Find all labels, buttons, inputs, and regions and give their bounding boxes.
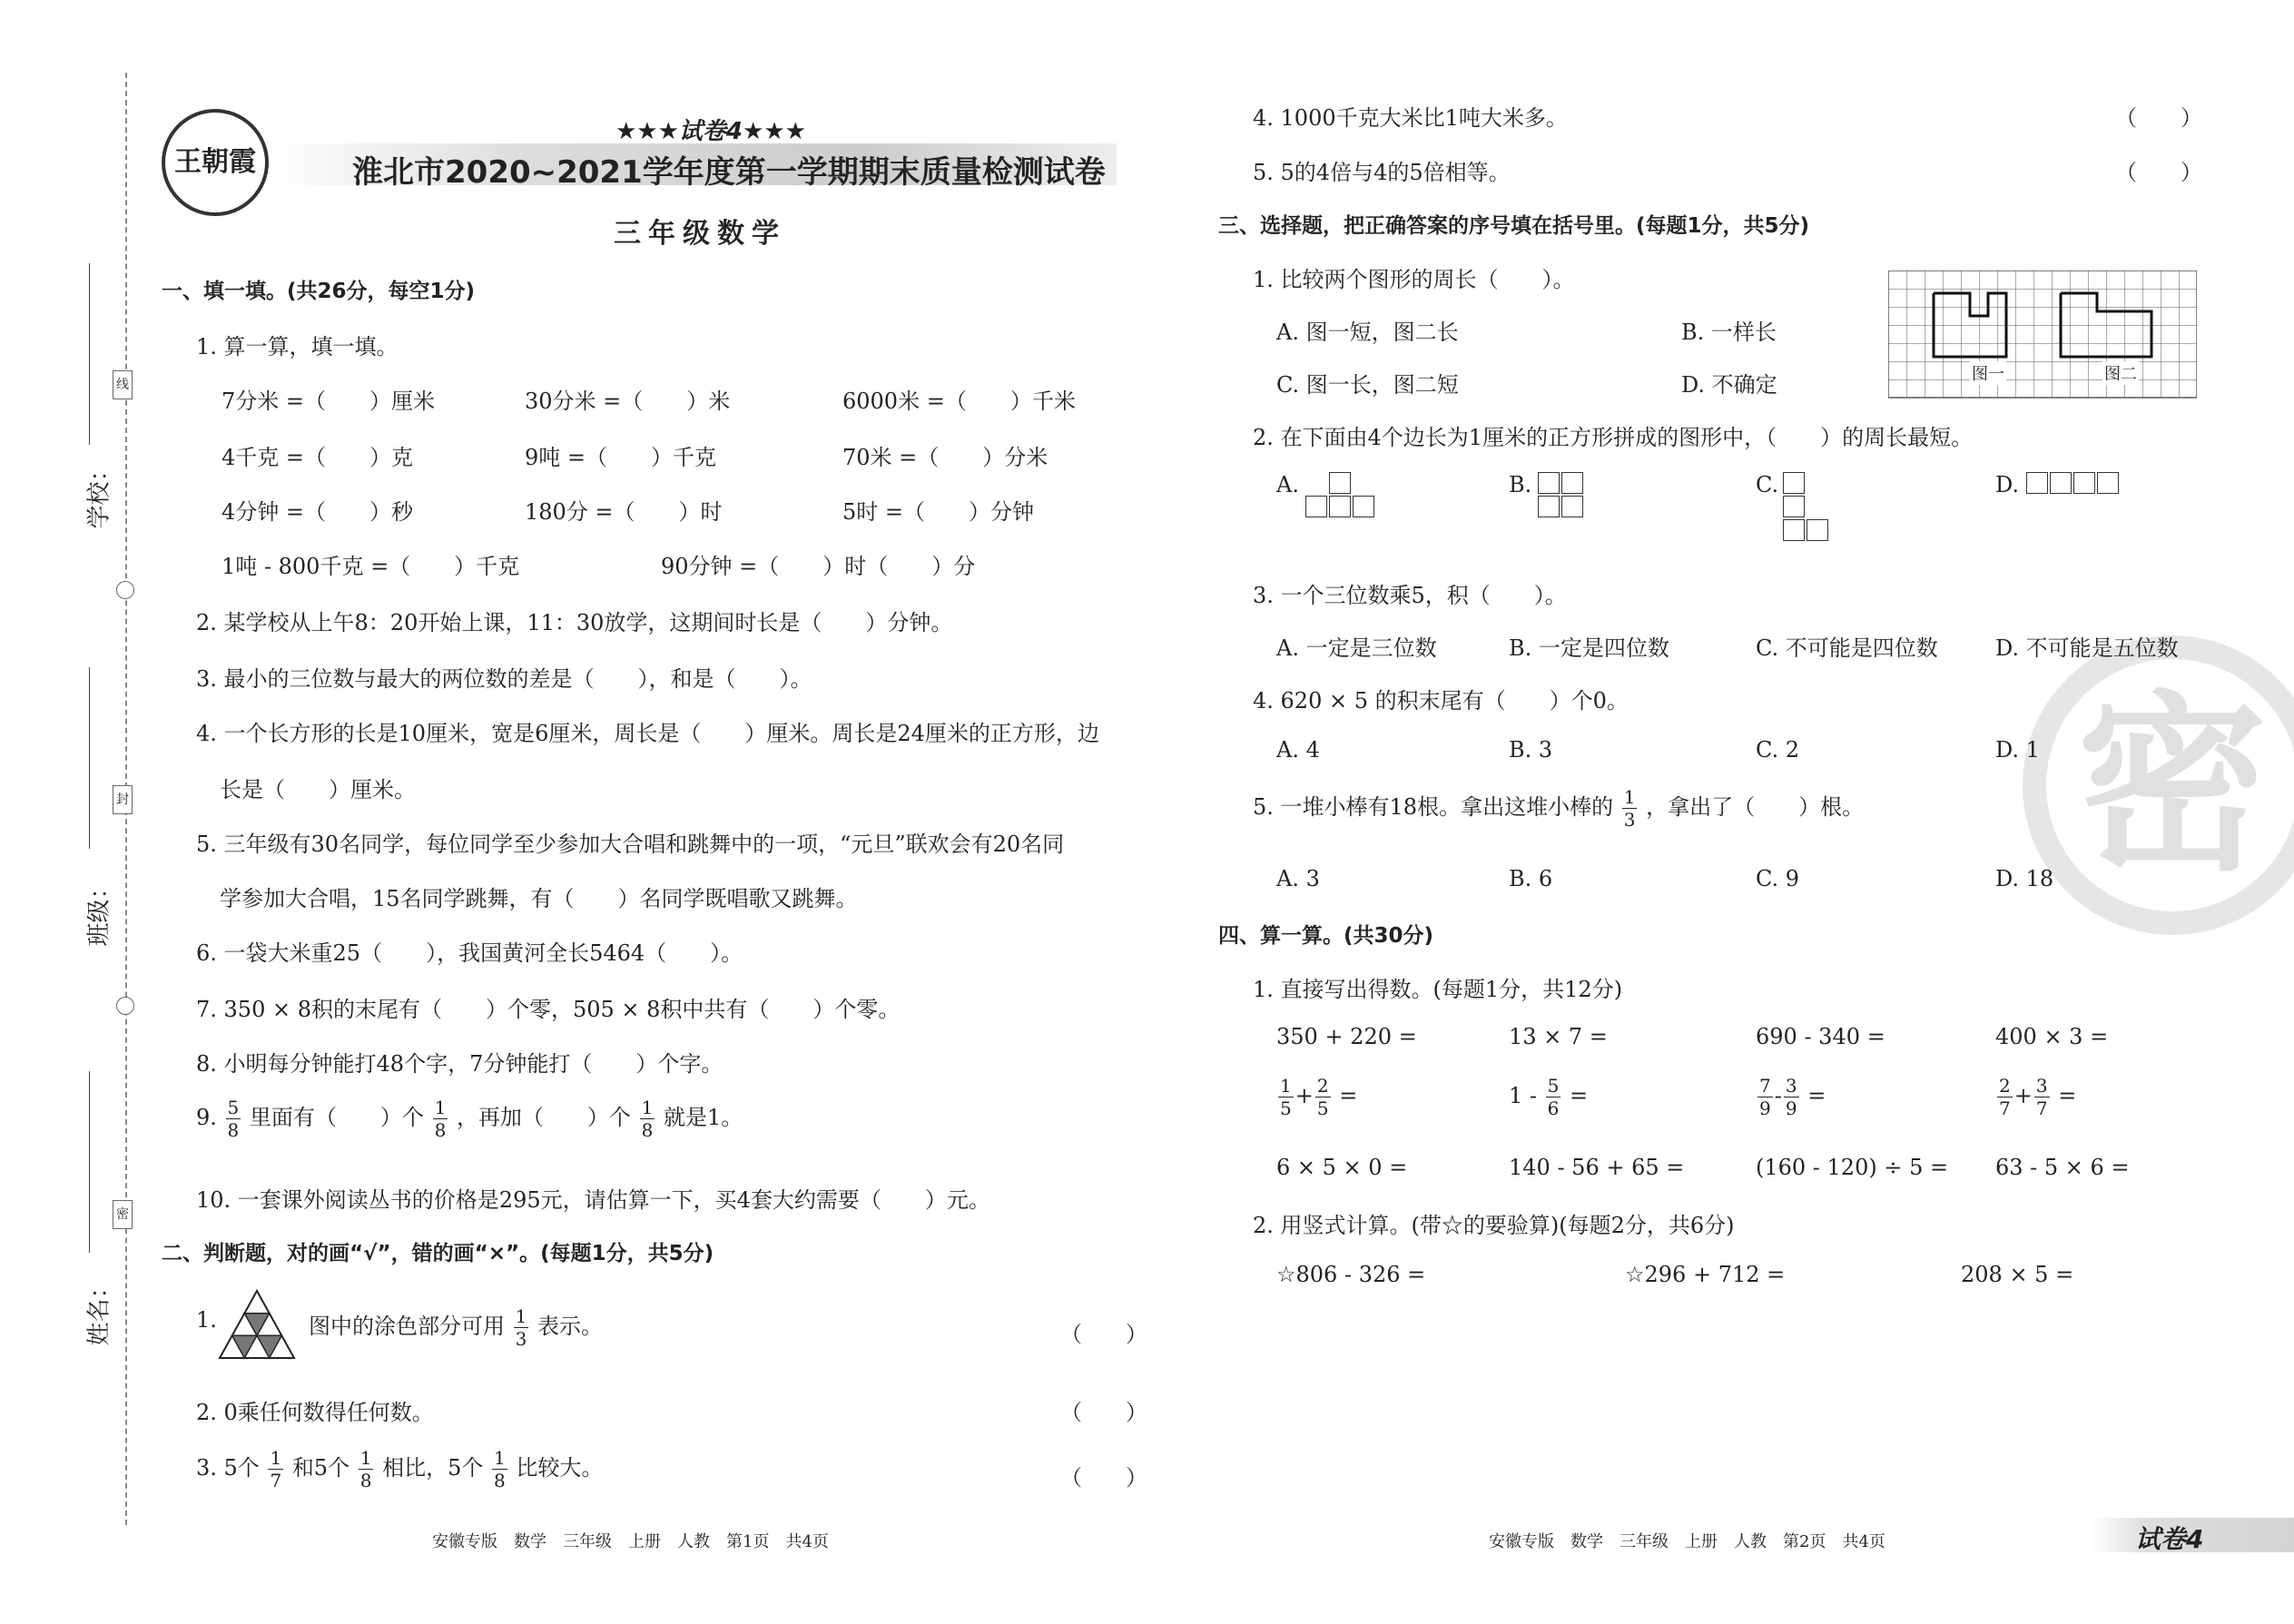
calc-fraction-item: 1 - $\frac{5}{6}$ = xyxy=(1509,1075,1589,1119)
square-tile xyxy=(1561,496,1583,517)
choice-2: 2. 在下面由4个边长为1厘米的正方形拼成的图形中，（ ）的周长最短。 xyxy=(1253,425,1974,450)
judge-1-desc: 图中的涂色部分可用 xyxy=(309,1314,505,1339)
choice-4-option-b[interactable]: B. 3 xyxy=(1509,737,1553,763)
choice-5-option-d[interactable]: D. 18 xyxy=(1995,866,2054,891)
binding-circle-icon xyxy=(116,997,134,1015)
choice-2-option-b[interactable]: B. xyxy=(1509,472,1532,497)
conversion-item: 5时 =（ ）分钟 xyxy=(842,499,1035,525)
square-tile xyxy=(2097,472,2119,494)
calc-item: 63 - 5 × 6 = xyxy=(1995,1155,2130,1180)
question-1-8: 8. 小明每分钟能打48个字，7分钟能打（ ）个字。 xyxy=(196,1051,724,1077)
fraction-one-eighth: $\frac{1}{8}$ xyxy=(434,1097,447,1141)
q9-number: 9. xyxy=(196,1105,217,1130)
figure-two-label: 图二 xyxy=(2102,361,2139,385)
square-tile xyxy=(1538,472,1560,494)
conversion-item: 4分钟 =（ ）秒 xyxy=(222,499,414,525)
choice-1-option-a[interactable]: A. 图一短，图二长 xyxy=(1276,320,1459,345)
seal-mark-secret: 密 xyxy=(113,1200,133,1229)
fraction-one-eighth: $\frac{1}{8}$ xyxy=(494,1447,506,1491)
choice-4: 4. 620 × 5 的积末尾有（ ）个0。 xyxy=(1253,688,1629,714)
choice-2-option-d[interactable]: D. xyxy=(1995,472,2020,497)
choice-5-pre: 5. 一堆小棒有18根。拿出这堆小棒的 xyxy=(1253,794,1614,820)
fraction-one-eighth: $\frac{1}{8}$ xyxy=(359,1447,372,1491)
watermark-text: 密 xyxy=(2076,674,2268,897)
fraction-one-third: $\frac{1}{3}$ xyxy=(515,1305,527,1350)
watermark-seal xyxy=(2023,635,2294,935)
judge-1-number: 1. xyxy=(196,1307,217,1333)
perimeter-grid-figure xyxy=(1888,271,2197,399)
class-underline xyxy=(89,667,90,849)
calc-item: 6 × 5 × 0 = xyxy=(1276,1155,1408,1180)
square-tile xyxy=(1329,496,1351,517)
calc-1: 1. 直接写出得数。(每题1分，共12分) xyxy=(1253,977,1623,1002)
logo-badge xyxy=(162,109,269,216)
conversion-item: 6000米 =（ ）千米 xyxy=(842,389,1076,414)
square-tile xyxy=(2073,472,2095,494)
calc-fraction-item: $\frac{1}{5}$ + $\frac{2}{5}$ = xyxy=(1280,1075,1358,1119)
choice-5-option-a[interactable]: A. 3 xyxy=(1276,866,1320,891)
conversion-item: 4千克 =（ ）克 xyxy=(222,445,414,470)
square-tile xyxy=(1783,472,1805,494)
judge-3-d: 比较大。 xyxy=(516,1455,604,1481)
choice-5-option-c[interactable]: C. 9 xyxy=(1756,866,1800,891)
question-1-3: 3. 最小的三位数与最大的两位数的差是（ ），和是（ ）。 xyxy=(196,666,812,692)
answer-paren[interactable]: （ ） xyxy=(1060,1465,1147,1491)
calc-item: 13 × 7 = xyxy=(1509,1024,1608,1049)
footer-tag: 试卷4 xyxy=(2135,1524,2204,1554)
conversion-item: 9吨 =（ ）千克 xyxy=(525,445,717,470)
fraction-five-eighths: $\frac{5}{8}$ xyxy=(227,1097,240,1141)
question-1-4-cont: 长是（ ）厘米。 xyxy=(220,777,416,802)
conversion-item: 7分米 =（ ）厘米 xyxy=(222,389,436,414)
choice-4-option-d[interactable]: D. 1 xyxy=(1995,737,2040,763)
section-2-heading: 二、判断题，对的画“√”，错的画“×”。(每题1分，共5分) xyxy=(162,1242,714,1265)
square-tile xyxy=(1561,472,1583,494)
question-1-6: 6. 一袋大米重25（ ），我国黄河全长5464（ ）。 xyxy=(196,940,743,966)
judge-1-text xyxy=(309,1307,603,1348)
q9-text-1: 里面有（ ）个 xyxy=(249,1105,424,1130)
judge-3-b: 和5个 xyxy=(291,1455,350,1481)
triangle-figure xyxy=(218,1289,296,1360)
square-tile xyxy=(1329,472,1351,494)
calc-item: (160 - 120) ÷ 5 = xyxy=(1756,1155,1949,1180)
conversion-item: 180分 =（ ）时 xyxy=(525,499,723,525)
name-label: 姓名： xyxy=(85,1275,113,1346)
conversion-item: 90分钟 =（ ）时（ ）分 xyxy=(661,554,976,579)
conversion-item: 1吨 - 800千克 =（ ）千克 xyxy=(222,554,520,579)
choice-1-option-c[interactable]: C. 图一长，图二短 xyxy=(1276,372,1459,398)
choice-5 xyxy=(1253,788,1864,829)
question-1-1: 1. 算一算，填一填。 xyxy=(196,334,399,359)
seal-mark-line: 线 xyxy=(113,370,133,399)
calc-item: 140 - 56 + 65 = xyxy=(1509,1155,1685,1180)
footer-right: 安徽专版 数学 三年级 上册 人教 第2页 共4页 xyxy=(1489,1532,1885,1551)
choice-4-option-c[interactable]: C. 2 xyxy=(1756,737,1800,763)
judge-3 xyxy=(196,1449,603,1490)
fraction-one-seventh: $\frac{1}{7}$ xyxy=(270,1447,282,1491)
calc-fraction-item: $\frac{2}{7}$ + $\frac{3}{7}$ = xyxy=(1999,1075,2077,1119)
subject-title: 三年级数学 xyxy=(614,218,786,250)
square-tile xyxy=(1305,496,1327,517)
vertical-calc-item: 208 × 5 = xyxy=(1961,1262,2074,1287)
vertical-calc-item: ☆296 + 712 = xyxy=(1625,1262,1786,1287)
judge-2: 2. 0乘任何数得任何数。 xyxy=(196,1400,434,1425)
choice-2-option-c[interactable]: C. xyxy=(1756,472,1779,497)
calc-2: 2. 用竖式计算。(带☆的要验算)(每题2分，共6分) xyxy=(1253,1213,1735,1238)
square-tile xyxy=(2050,472,2072,494)
fraction-one-third: $\frac{1}{3}$ xyxy=(1623,786,1636,831)
choice-5-option-b[interactable]: B. 6 xyxy=(1509,866,1553,891)
calc-fraction-item: $\frac{7}{9}$ - $\frac{3}{9}$ = xyxy=(1759,1075,1826,1119)
choice-1: 1. 比较两个图形的周长（ ）。 xyxy=(1253,267,1575,292)
question-1-7: 7. 350 × 8积的末尾有（ ）个零，505 × 8积中共有（ ）个零。 xyxy=(196,997,901,1022)
section-3-heading: 三、选择题，把正确答案的序号填在括号里。(每题1分，共5分) xyxy=(1218,214,1810,238)
judge-5: 5. 5的4倍与4的5倍相等。 xyxy=(1253,160,1511,185)
conversion-item: 30分米 =（ ）米 xyxy=(525,389,731,414)
vertical-calc-item: ☆806 - 326 = xyxy=(1276,1262,1426,1287)
square-tile xyxy=(2026,472,2048,494)
choice-4-option-a[interactable]: A. 4 xyxy=(1276,737,1320,763)
conversion-item: 70米 =（ ）分米 xyxy=(842,445,1049,470)
square-tile xyxy=(1783,496,1805,517)
answer-paren[interactable]: （ ） xyxy=(1060,1322,1147,1347)
section-1-heading: 一、填一填。(共26分，每空1分) xyxy=(162,280,476,303)
question-1-10: 10. 一套课外阅读丛书的价格是295元，请估算一下，买4套大约需要（ ）元。 xyxy=(196,1187,990,1213)
question-1-4: 4. 一个长方形的长是10厘米，宽是6厘米，周长是（ ）厘米。周长是24厘米的正方形，边 xyxy=(196,721,1099,746)
question-1-2: 2. 某学校从上午8：20开始上课，11：30放学，这期间时长是（ ）分钟。 xyxy=(196,610,953,635)
class-label: 班级： xyxy=(85,875,113,947)
seal-mark-seal: 封 xyxy=(113,785,133,814)
choice-3-option-c[interactable]: C. 不可能是四位数 xyxy=(1756,635,1938,661)
q9-text-3: 就是1。 xyxy=(663,1105,743,1130)
name-underline xyxy=(89,1071,90,1253)
choice-3-option-a[interactable]: A. 一定是三位数 xyxy=(1276,635,1437,661)
figure-one-label: 图一 xyxy=(1970,361,2006,385)
square-tile xyxy=(1353,496,1374,517)
square-tile xyxy=(1807,519,1828,541)
section-4-heading: 四、算一算。(共30分) xyxy=(1218,924,1434,948)
answer-paren[interactable]: （ ） xyxy=(2115,105,2202,131)
answer-paren[interactable]: （ ） xyxy=(1060,1400,1147,1425)
binding-circle-icon xyxy=(116,581,134,599)
judge-1 xyxy=(196,1307,217,1333)
question-1-5-cont: 学参加大合唱，15名同学跳舞，有（ ）名同学既唱歌又跳舞。 xyxy=(220,886,858,911)
logo-text: 王朝霞 xyxy=(174,146,256,178)
calc-item: 400 × 3 = xyxy=(1995,1024,2109,1049)
series-label: ★★★试卷4★★★ xyxy=(615,118,806,145)
square-tile xyxy=(1783,519,1805,541)
answer-paren[interactable]: （ ） xyxy=(2115,160,2202,185)
judge-3-a: 3. 5个 xyxy=(196,1455,260,1481)
exam-title: 淮北市2020~2021学年度第一学期期末质量检测试卷 xyxy=(352,154,1106,191)
footer-left: 安徽专版 数学 三年级 上册 人教 第1页 共4页 xyxy=(432,1532,829,1551)
judge-4: 4. 1000千克大米比1吨大米多。 xyxy=(1253,105,1568,131)
choice-5-end: ，拿出了（ ）根。 xyxy=(1646,794,1865,820)
choice-2-option-a[interactable]: A. xyxy=(1276,472,1299,497)
choice-3-option-b[interactable]: B. 一定是四位数 xyxy=(1509,635,1669,661)
choice-1-option-b[interactable]: B. 一样长 xyxy=(1681,320,1777,345)
calc-item: 350 + 220 = xyxy=(1276,1024,1417,1049)
q9-text-2: ，再加（ ）个 xyxy=(456,1105,631,1130)
fraction-one-eighth: $\frac{1}{8}$ xyxy=(641,1097,654,1141)
judge-1-end: 表示。 xyxy=(537,1314,604,1339)
question-1-9 xyxy=(196,1098,743,1139)
square-tile xyxy=(1538,496,1560,517)
choice-1-option-d[interactable]: D. 不确定 xyxy=(1681,372,1777,398)
school-underline xyxy=(89,263,90,445)
school-label: 学校： xyxy=(85,458,113,529)
choice-3-option-d[interactable]: D. 不可能是五位数 xyxy=(1995,635,2179,661)
judge-3-c: 相比，5个 xyxy=(382,1455,484,1481)
calc-item: 690 - 340 = xyxy=(1756,1024,1885,1049)
question-1-5: 5. 三年级有30名同学，每位同学至少参加大合唱和跳舞中的一项，“元旦”联欢会有20名同 xyxy=(196,832,1065,857)
choice-3: 3. 一个三位数乘5，积（ ）。 xyxy=(1253,583,1567,608)
